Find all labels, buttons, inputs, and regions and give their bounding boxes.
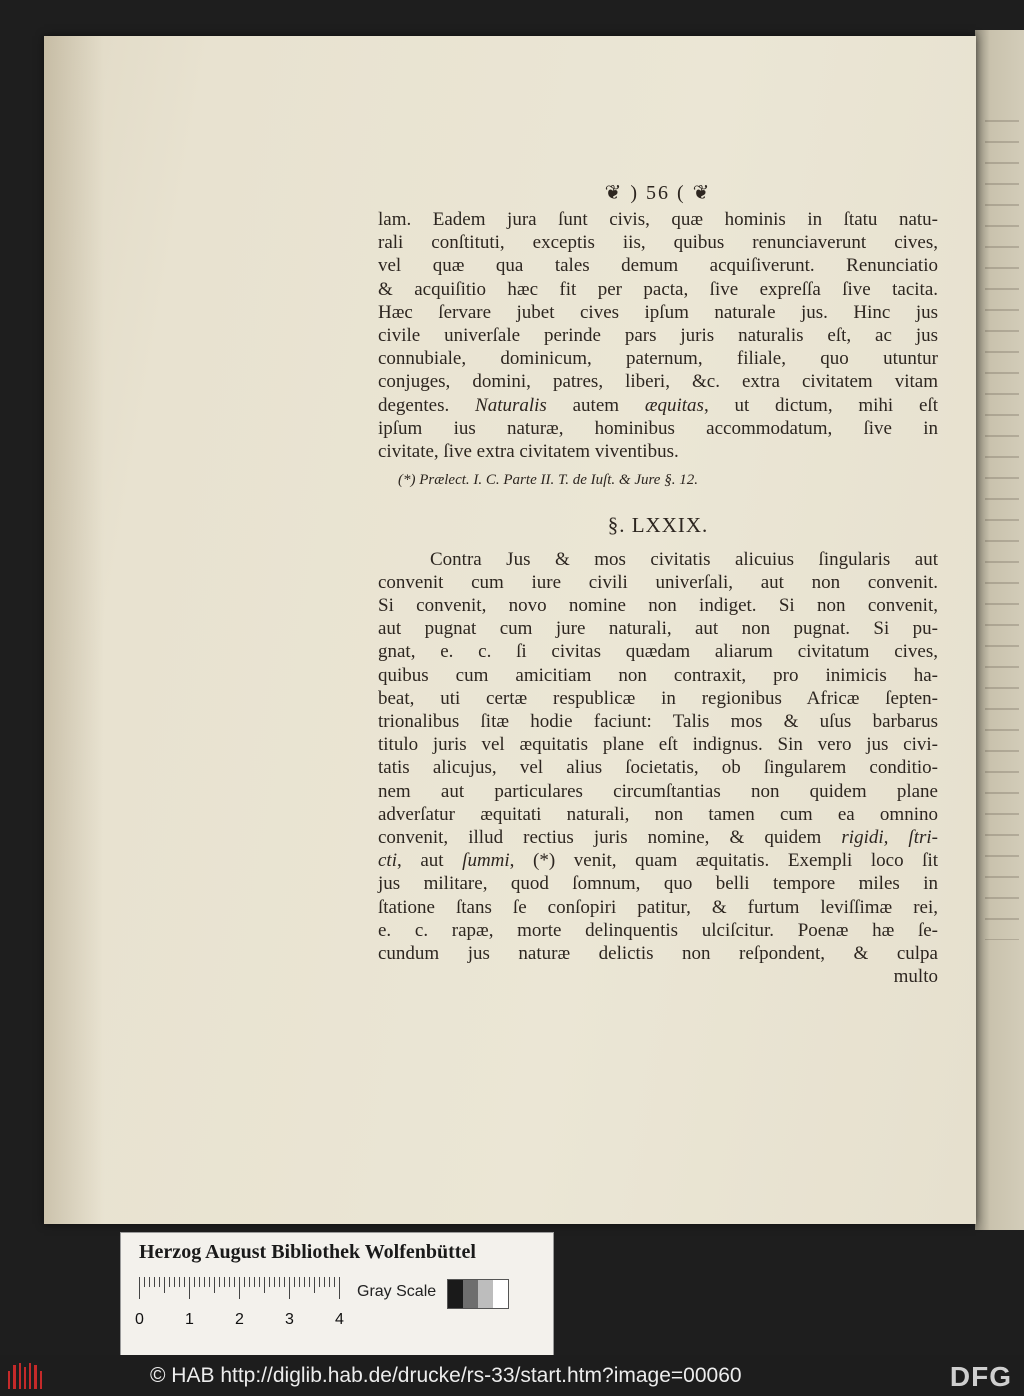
ruler-tick xyxy=(264,1277,265,1293)
ruler-tick xyxy=(199,1277,200,1287)
ruler-tick xyxy=(289,1277,290,1299)
adjacent-page-text xyxy=(985,120,1019,940)
text-line: cundum jus naturæ delictis non reſpondent, & culpa xyxy=(378,943,938,965)
book-page xyxy=(44,36,976,1224)
italic-term: Naturalis xyxy=(475,394,547,416)
ruler-tick xyxy=(319,1277,320,1287)
ruler-tick xyxy=(254,1277,255,1287)
ruler-number: 2 xyxy=(235,1311,244,1328)
text-line: quibus cum amicitiam non contraxit, pro inimicis ha- xyxy=(378,664,938,686)
ruler-tick xyxy=(179,1277,180,1287)
text-line: rali conſtituti, exceptis iis, quibus renunciaverunt cives, xyxy=(378,232,938,254)
text-line: ipſum ius naturæ, hominibus accommodatum, ſive in xyxy=(378,417,938,439)
gray-swatch xyxy=(478,1280,493,1308)
text-line: titulo juris vel æquitatis plane eſt indignus. Sin vero jus civi- xyxy=(378,734,938,756)
text-line: connubiale, dominicum, paternum, filiale, quo utuntur xyxy=(378,348,938,370)
text-segment: autem xyxy=(546,394,645,416)
text-line: conjuges, domini, patres, liberi, &c. extra civitatem vitam xyxy=(378,371,938,393)
gray-swatch xyxy=(463,1280,478,1308)
text-line: trionalibus ſitæ hodie faciunt: Talis mos & uſus barbarus xyxy=(378,711,938,733)
text-line: ſtatione ſtans ſe conſopiri patitur, & furtum leviſſimæ rei, xyxy=(378,896,938,918)
ruler-tick xyxy=(144,1277,145,1287)
text-line: Si convenit, novo nomine non indiget. Si non convenit, xyxy=(378,595,938,617)
page-header: ❦ ) 56 ( ❦ xyxy=(604,182,712,204)
text-segment: , ut dictum, mihi eſt xyxy=(703,394,938,416)
ruler-tick xyxy=(159,1277,160,1287)
ruler-tick xyxy=(274,1277,275,1287)
logo-bar xyxy=(29,1363,31,1389)
text-line: jus militare, quod ſomnum, quo belli tempore miles in xyxy=(378,873,938,895)
text-line: beat, uti certæ respublicæ in regionibus Africæ ſepten- xyxy=(378,687,938,709)
text-line: gnat, e. c. ſi civitas quædam aliarum civitatum cives, xyxy=(378,641,938,663)
ruler-tick xyxy=(154,1277,155,1287)
ruler-tick xyxy=(184,1277,185,1287)
ruler-number: 3 xyxy=(285,1311,294,1328)
ruler-tick xyxy=(339,1277,340,1299)
dfg-logo: DFG xyxy=(949,1361,1012,1392)
ruler-tick xyxy=(279,1277,280,1287)
text-segment: , aut xyxy=(397,850,463,872)
ruler-tick xyxy=(194,1277,195,1287)
text-line: convenit cum iure civili univerſali, aut non convenit. xyxy=(378,571,938,593)
ruler-tick xyxy=(334,1277,335,1287)
logo-bar xyxy=(34,1365,36,1389)
text-line: nem aut particulares circumſtantias non quidem plane xyxy=(378,780,938,802)
footnote: (*) Prælect. I. C. Parte II. T. de Iuſt. & Jure §. 12. xyxy=(398,472,698,489)
ruler-tick xyxy=(229,1277,230,1287)
text-line: vel quæ qua tales demum acquiſiverunt. Renunciatio xyxy=(378,255,938,277)
ruler-tick xyxy=(164,1277,165,1293)
text-line: Hæc ſervare jubet cives ipſum naturale jus. Hinc jus xyxy=(378,301,938,323)
text-line: & acquiſitio hæc fit per pacta, ſive expreſſa ſive tacita. xyxy=(378,278,938,300)
italic-term: ſummi xyxy=(462,850,510,872)
gray-scale-label: Gray Scale xyxy=(357,1283,437,1300)
text-line xyxy=(378,394,938,417)
footer-bar xyxy=(0,1355,1024,1396)
ruler-tick xyxy=(214,1277,215,1293)
ruler-tick xyxy=(299,1277,300,1287)
ruler-number: 0 xyxy=(135,1311,144,1328)
text-line: civitate, ſive extra civitatem viventibus. xyxy=(378,441,679,463)
text-segment: degentes. xyxy=(378,394,476,416)
ruler-tick xyxy=(244,1277,245,1287)
copyright-url[interactable]: © HAB http://diglib.hab.de/drucke/rs-33/start.htm?image=00060 xyxy=(150,1363,742,1387)
library-name: Herzog August Bibliothek Wolfenbüttel xyxy=(139,1241,476,1263)
gray-swatch xyxy=(493,1280,508,1308)
ruler-tick xyxy=(219,1277,220,1287)
logo-bar xyxy=(19,1363,21,1389)
logo-bar xyxy=(24,1367,26,1389)
gray-swatch xyxy=(448,1280,463,1308)
section-heading: §. LXXIX. xyxy=(607,513,709,538)
ruler-tick xyxy=(139,1277,140,1299)
ruler-tick xyxy=(294,1277,295,1287)
ruler-tick xyxy=(249,1277,250,1287)
ruler-tick xyxy=(304,1277,305,1287)
catchword: multo xyxy=(893,966,938,988)
logo-bar xyxy=(8,1371,10,1389)
text-line: lam. Eadem jura ſunt civis, quæ hominis in ſtatu natu- xyxy=(378,209,938,230)
ruler-tick xyxy=(314,1277,315,1293)
ruler-tick xyxy=(309,1277,310,1287)
scale-ruler xyxy=(135,1277,353,1328)
ruler-tick xyxy=(329,1277,330,1287)
italic-term: rigidi, ſtri- xyxy=(841,827,938,849)
ruler-tick xyxy=(259,1277,260,1287)
ruler-tick xyxy=(269,1277,270,1287)
ruler-tick xyxy=(284,1277,285,1287)
ruler-tick xyxy=(149,1277,150,1287)
text-line: aut pugnat cum jure naturali, aut non pugnat. Si pu- xyxy=(378,618,938,640)
ruler-tick xyxy=(204,1277,205,1287)
ruler-number: 4 xyxy=(335,1311,344,1328)
italic-term: æquitas xyxy=(644,394,704,416)
text-line xyxy=(378,849,938,872)
text-line: tatis alicujus, vel alius ſocietatis, ob ſingularem conditio- xyxy=(378,757,938,779)
text-segment: , (*) venit, quam æquitatis. Exempli loco ſit xyxy=(509,850,938,872)
ruler-tick xyxy=(209,1277,210,1287)
text-line: e. c. rapæ, morte delinquentis ulciſcitur. Poenæ hæ ſe- xyxy=(378,919,938,941)
text-line xyxy=(378,826,938,849)
text-line: civile univerſale perinde pars juris naturalis eſt, ac jus xyxy=(378,325,938,347)
library-color-card xyxy=(120,1232,554,1358)
ruler-tick xyxy=(239,1277,240,1299)
logo-bar xyxy=(40,1371,42,1389)
ruler-tick xyxy=(189,1277,190,1299)
ruler-tick xyxy=(324,1277,325,1287)
logo-bar xyxy=(13,1365,15,1389)
italic-term: cti xyxy=(378,850,397,872)
hab-logo-icon xyxy=(8,1363,42,1389)
text-line: adverſatur æquitati naturali, non tamen cum ea omnino xyxy=(378,803,938,825)
ruler-tick xyxy=(224,1277,225,1287)
text-line: Contra Jus & mos civitatis alicuius ſingularis aut xyxy=(430,548,938,570)
ruler-tick xyxy=(234,1277,235,1287)
text-segment: convenit, illud rectius juris nomine, & quidem xyxy=(378,827,842,849)
ruler-tick xyxy=(174,1277,175,1287)
gray-scale-bar xyxy=(447,1279,509,1309)
ruler-tick xyxy=(169,1277,170,1287)
ruler-number: 1 xyxy=(185,1311,194,1328)
page-text xyxy=(378,182,938,989)
